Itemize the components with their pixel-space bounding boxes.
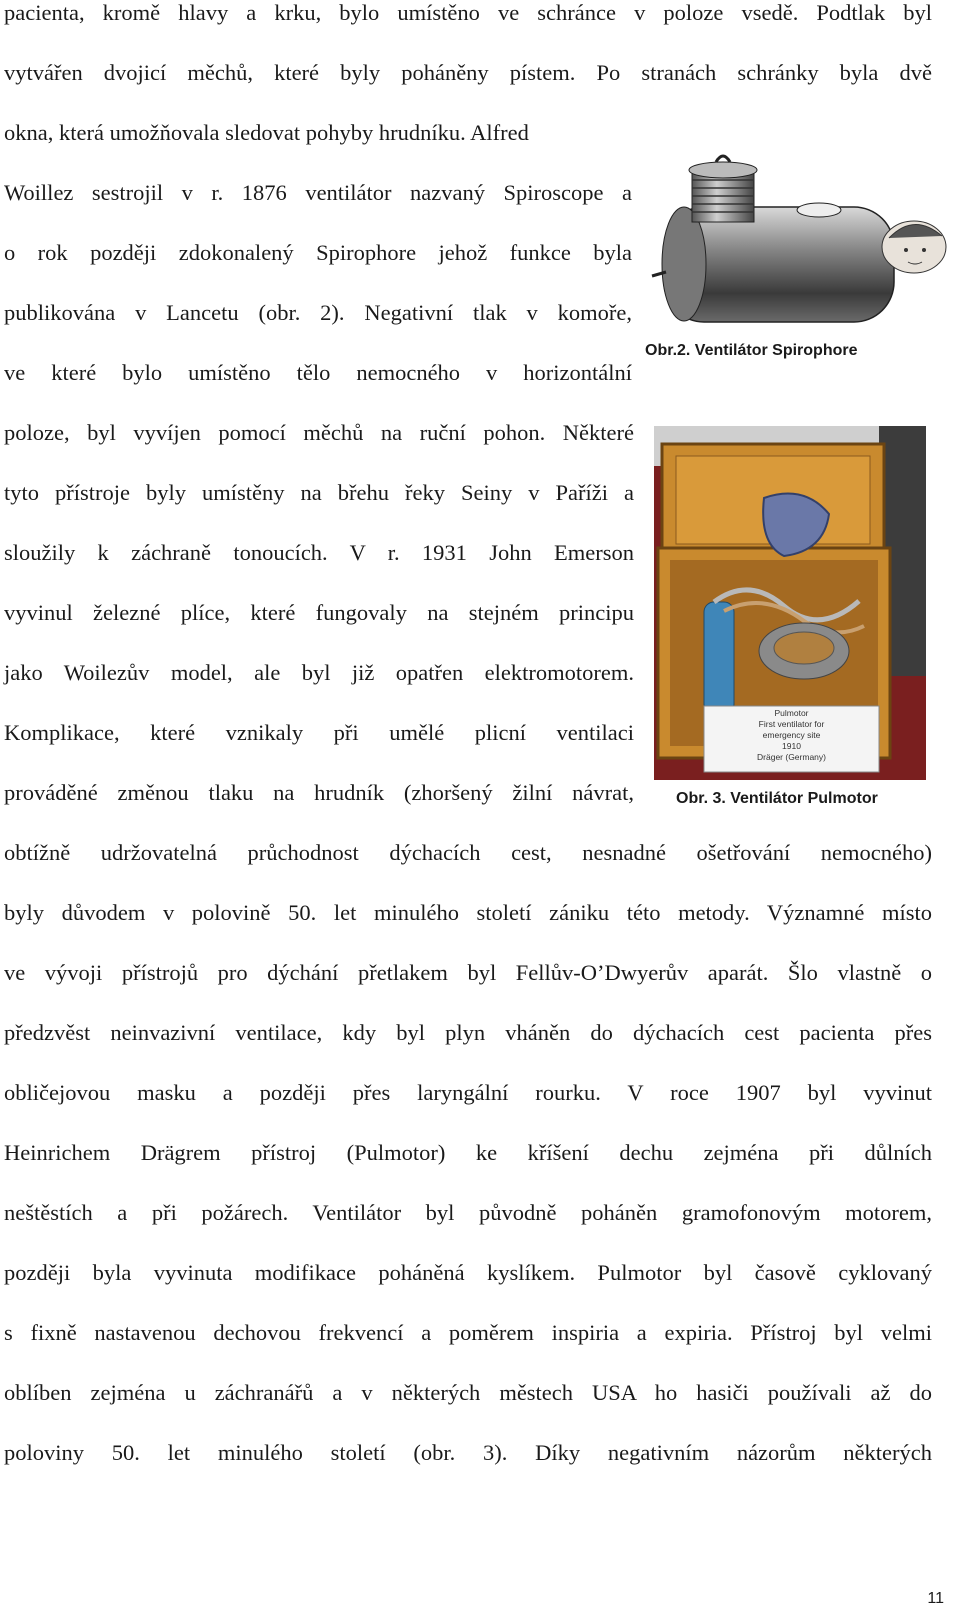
text-line: neštěstích a při požárech. Ventilátor byl původně poháněn gramofonovým motorem, xyxy=(4,1200,932,1225)
page-number: 11 xyxy=(927,1590,944,1607)
spirophore-illustration xyxy=(644,152,958,338)
figure-spirophore xyxy=(644,152,958,338)
text-line: obtížně udržovatelná průchodnost dýchacích cest, nesnadné ošetřování nemocného) xyxy=(4,840,932,865)
figure-caption: Obr. 3. Ventilátor Pulmotor xyxy=(676,790,878,807)
text-line: vyvinul železné plíce, které fungovaly na stejném principu xyxy=(4,600,634,625)
text-line: ve vývoji přístrojů pro dýchání přetlakem byl Fellův-O’Dwyerův aparát. Šlo vlastně o xyxy=(4,960,932,985)
text-line: prováděné změnou tlaku na hrudník (zhoršený žilní návrat, xyxy=(4,780,634,805)
text-line: okna, která umožňovala sledovat pohyby hrudníku. Alfred xyxy=(4,120,529,145)
text-line: byly důvodem v polovině 50. let minulého století zániku této metody. Významné místo xyxy=(4,900,932,925)
text-line: Heinrichem Drägrem přístroj (Pulmotor) ke kříšení dechu zejména při důlních xyxy=(4,1140,932,1165)
pulmotor-sign xyxy=(704,708,879,763)
sign-line: Pulmotor xyxy=(774,708,809,718)
text-line: předzvěst neinvazivní ventilace, kdy byl plyn vháněn do dýchacích cest pacienta přes xyxy=(4,1020,932,1045)
text-line: s fixně nastavenou dechovou frekvencí a poměrem inspiria a expiria. Přístroj byl velmi xyxy=(4,1320,932,1345)
text-line: publikována v Lancetu (obr. 2). Negativní tlak v komoře, xyxy=(4,300,632,325)
text-line: vytvářen dvojicí měchů, které byly poháněny pístem. Po stranách schránky byla dvě xyxy=(4,60,932,85)
text-line: tyto přístroje byly umístěny na břehu řeky Seiny v Paříži a xyxy=(4,480,634,505)
text-line: Komplikace, které vznikaly při umělé plicní ventilaci xyxy=(4,720,634,745)
figure-caption: Obr.2. Ventilátor Spirophore xyxy=(645,342,858,359)
figure-pulmotor xyxy=(654,426,926,780)
text-line: Woillez sestrojil v r. 1876 ventilátor nazvaný Spiroscope a xyxy=(4,180,632,205)
sign-line: 1910 xyxy=(782,741,801,751)
text-line: obličejovou masku a později přes laryngální rourku. V roce 1907 byl vyvinut xyxy=(4,1080,932,1105)
text-line: o rok později zdokonalený Spirophore jehož funkce byla xyxy=(4,240,632,265)
sign-line: emergency site xyxy=(762,730,821,740)
text-line: později byla vyvinuta modifikace poháněná kyslíkem. Pulmotor byl časově cyklovaný xyxy=(4,1260,932,1285)
sign-line: First ventilator for xyxy=(758,719,825,729)
text-line: ve které bylo umístěno tělo nemocného v horizontální xyxy=(4,360,632,385)
text-line: poloviny 50. let minulého století (obr. 3). Díky negativním názorům některých xyxy=(4,1440,932,1465)
text-line: oblíben zejména u záchranářů a v některých městech USA ho hasiči používali až do xyxy=(4,1380,932,1405)
sign-line: Dräger (Germany) xyxy=(757,752,826,762)
text-line: poloze, byl vyvíjen pomocí měchů na ruční pohon. Některé xyxy=(4,420,634,445)
text-line: pacienta, kromě hlavy a krku, bylo umístěno ve schránce v poloze vsedě. Podtlak byl xyxy=(4,0,932,25)
text-line: sloužily k záchraně tonoucích. V r. 1931 John Emerson xyxy=(4,540,634,565)
text-line: jako Woilezův model, ale byl již opatřen elektromotorem. xyxy=(4,660,634,685)
